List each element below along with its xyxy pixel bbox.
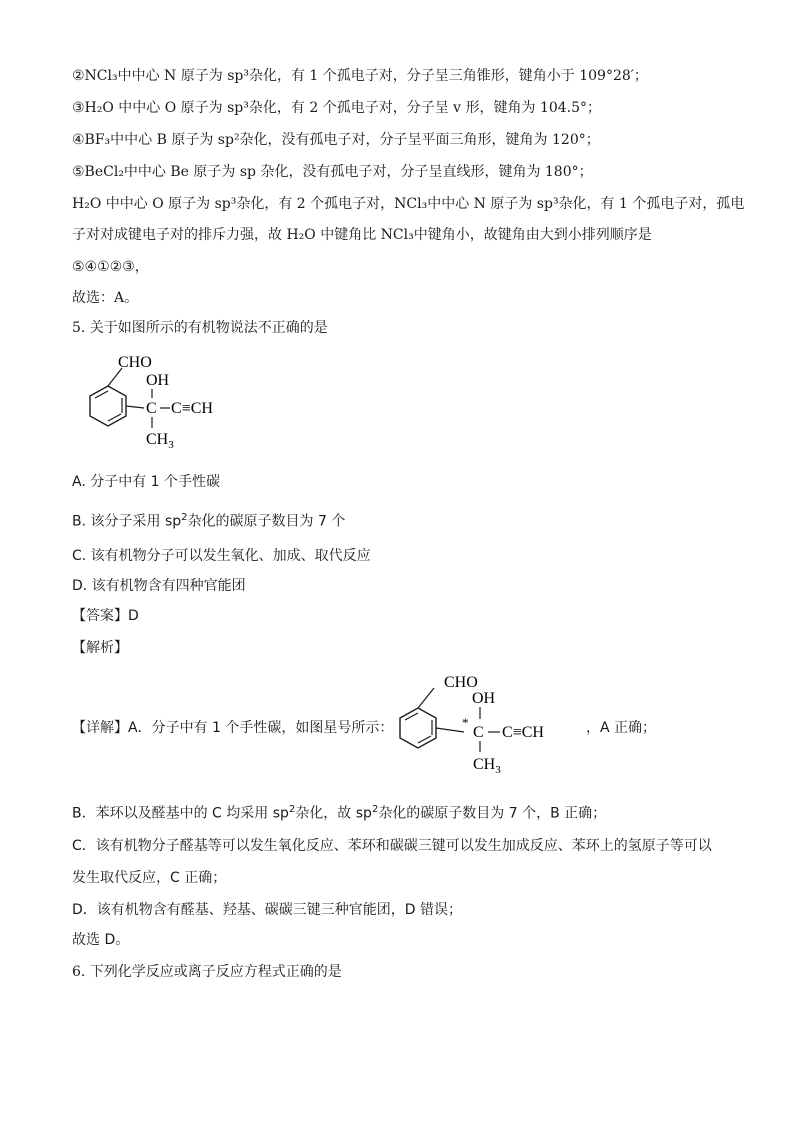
explanation-line-6a: H₂O 中中心 O 原子为 sp³杂化，有 2 个孤电子对，NCl₃中中心 N 原子为 sp³杂化，有 1 个孤电子对，孤电 xyxy=(72,196,745,212)
oh-label: OH xyxy=(146,372,170,389)
chiral-c-label: C xyxy=(146,400,157,417)
explanation-b-sup2: 2 xyxy=(371,804,379,815)
cho-label-2: CHO xyxy=(444,674,478,691)
explanation-line-4: ④BF₃中中心 B 原子为 sp²杂化，没有孤电子对，分子呈平面三角形，键角为 120°； xyxy=(72,132,600,148)
explanation-d: D．该有机物含有醛基、羟基、碳碳三键三种官能团，D 错误； xyxy=(72,902,463,918)
explanation-line-6b: 子对对成键电子对的排斥力强，故 H₂O 中键角比 NCl₃中键角小，故键角由大到小排列顺序是 xyxy=(72,227,652,243)
explanation-b-mid: 杂化，故 sp xyxy=(295,805,372,822)
explanation-line-3: ③H₂O 中中心 O 原子为 sp³杂化，有 2 个孤电子对，分子呈 v 形，键角为 104.5°； xyxy=(72,100,602,116)
option-d: D. 该有机物含有四种官能团 xyxy=(72,578,246,594)
choose-line-q4: 故选：A。 xyxy=(72,290,139,306)
ch3-subscript: 3 xyxy=(168,439,174,448)
ch3-label: CH xyxy=(146,431,169,448)
explanation-b-pre: B．苯环以及醛基中的 C 均采用 sp xyxy=(72,805,289,822)
molecule-with-star-figure xyxy=(392,670,592,780)
explanation-b-post: 杂化的碳原子数目为 7 个，B 正确； xyxy=(378,805,607,822)
oh-label-2: OH xyxy=(472,690,496,707)
alkyne-label-2: C≡CH xyxy=(502,724,544,741)
ch3-label-2: CH xyxy=(473,756,496,773)
option-a: A. 分子中有 1 个手性碳 xyxy=(72,474,221,490)
option-b-post: 杂化的碳原子数目为 7 个 xyxy=(187,513,346,530)
option-b xyxy=(72,508,345,532)
explanation-b xyxy=(72,800,606,824)
svg-text:CH3 xyxy=(146,431,174,448)
chiral-c-label-2: C xyxy=(473,724,484,741)
explanation-line-2: ②NCl₃中中心 N 原子为 sp³杂化，有 1 个孤电子对，分子呈三角锥形，键角小于 109°28′； xyxy=(72,68,648,84)
explanation-c-line1: C．该有机物分子醛基等可以发生氧化反应、苯环和碳碳三键可以发生加成反应、苯环上的氢原子等可以 xyxy=(72,838,712,854)
explanation-c-line2: 发生取代反应，C 正确； xyxy=(72,870,227,886)
cho-label: CHO xyxy=(118,354,152,371)
alkyne-label: C≡CH xyxy=(171,400,213,417)
explanation-line-6c: ⑤④①②③， xyxy=(72,259,149,275)
question-5-stem: 5. 关于如图所示的有机物说法不正确的是 xyxy=(72,320,328,336)
ch3-subscript-2: 3 xyxy=(495,764,501,776)
choose-line-q5: 故选 D。 xyxy=(72,932,130,948)
explanation-b-sup1: 2 xyxy=(288,804,296,815)
option-b-sup: 2 xyxy=(181,512,188,523)
option-b-pre: B. 该分子采用 sp xyxy=(72,513,182,530)
answer-label: 【答案】D xyxy=(72,608,139,624)
option-c: C. 该有机物分子可以发生氧化、加成、取代反应 xyxy=(72,548,371,564)
svg-text:CH3 xyxy=(473,756,501,776)
question-6-stem: 6. 下列化学反应或离子反应方程式正确的是 xyxy=(72,964,342,980)
detail-a-post: ，A 正确； xyxy=(586,720,657,736)
star-label: * xyxy=(462,715,469,730)
explanation-line-5: ⑤BeCl₂中中心 Be 原子为 sp 杂化，没有孤电子对，分子呈直线形，键角为 180°； xyxy=(72,164,593,180)
detail-a-pre: 【详解】A．分子中有 1 个手性碳，如图星号所示： xyxy=(72,720,394,736)
molecule-structure-figure xyxy=(70,348,270,448)
analysis-label: 【解析】 xyxy=(72,640,128,656)
